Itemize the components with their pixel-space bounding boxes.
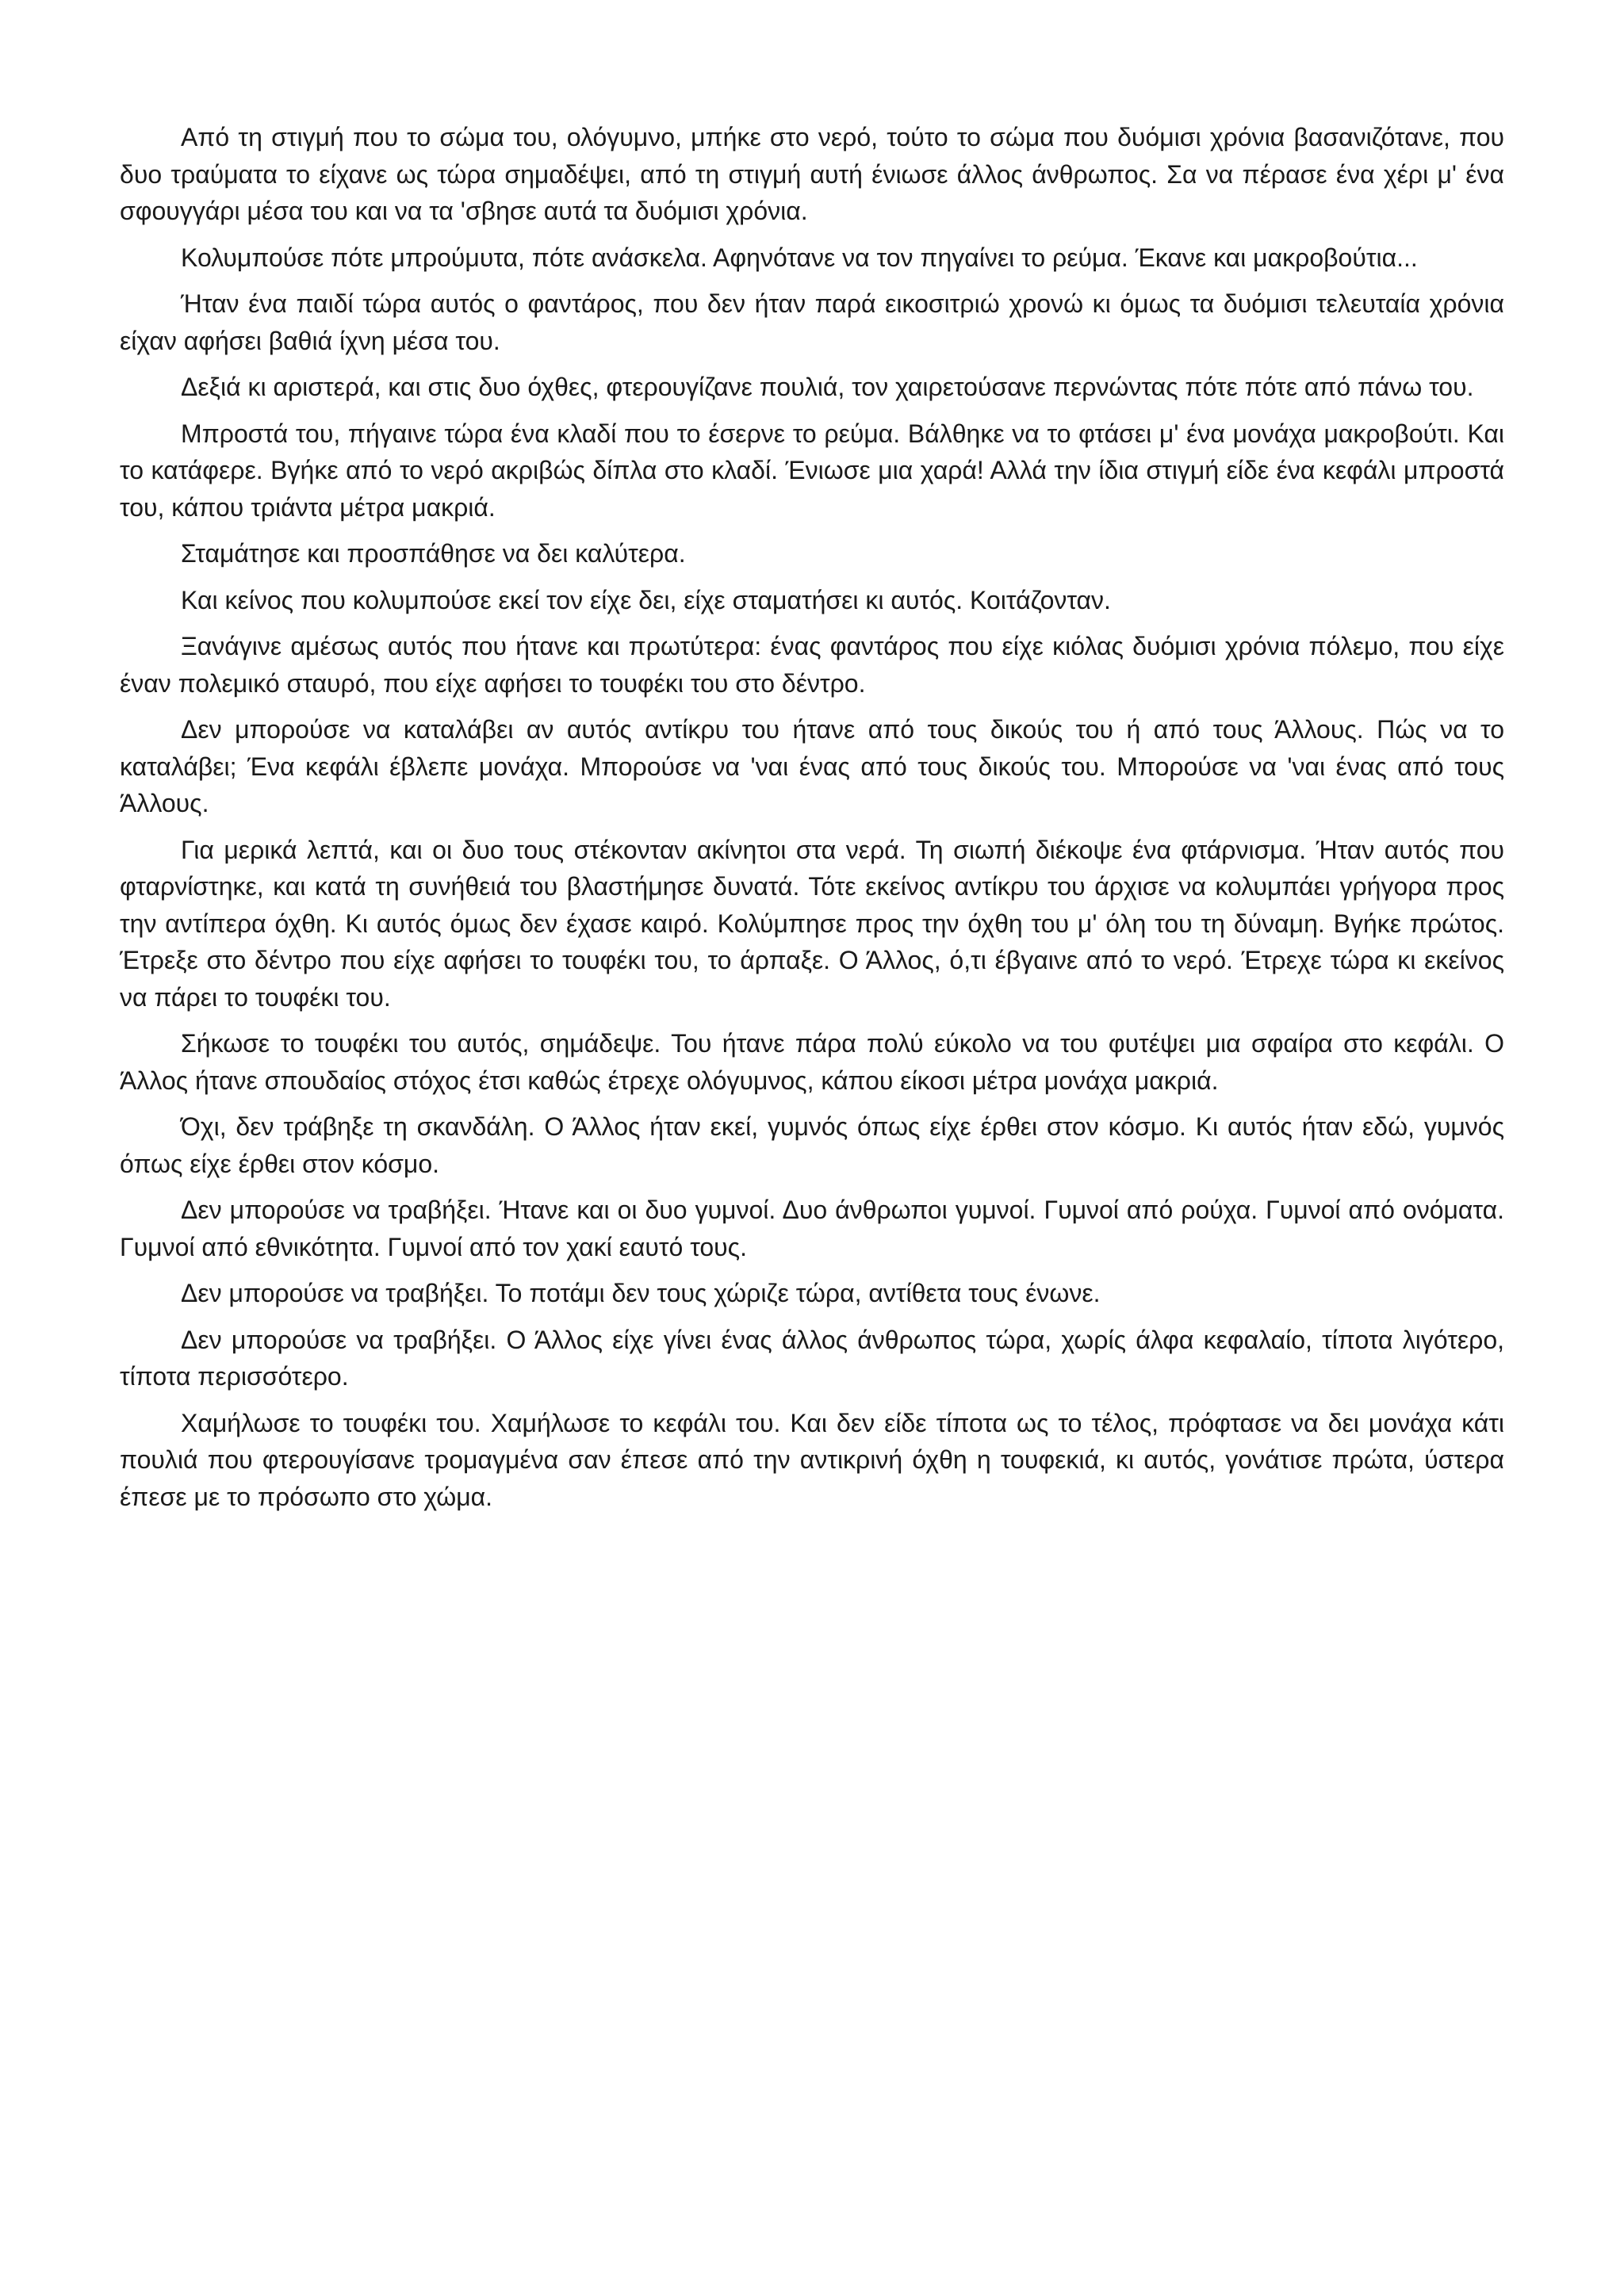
story-text: [120, 119, 1504, 1525]
paragraph: Από τη στιγμή που το σώμα του, ολόγυμνο, μπήκε στο νερό, τούτο το σώμα που δυόμισι χρόνια βασανιζότανε, που δυο τραύματα το είχανε ως τώρα σημαδέψει, από τη στιγμή αυτή ένιωσε άλλος άνθρωπος. Σα να πέρασε ένα χέρι μ' ένα σφουγγάρι μέσα του και να τα 'σβησε αυτά τα δυόμισι χρόνια.: [120, 123, 1504, 225]
paragraph: Ξανάγινε αμέσως αυτός που ήτανε και πρωτύτερα: ένας φαντάρος που είχε κιόλας δυόμισι χρόνια πόλεμο, που είχε έναν πολεμικό σταυρό, που είχε αφήσει το τουφέκι του στο δέντρο.: [120, 632, 1504, 698]
paragraph: Μπροστά του, πήγαινε τώρα ένα κλαδί που το έσερνε το ρεύμα. Βάλθηκε να το φτάσει μ' ένα μονάχα μακροβούτι. Και το κατάφερε. Βγήκε από το νερό ακριβώς δίπλα στο κλαδί. Ένιωσε μια χαρά! Αλλά την ίδια στιγμή είδε ένα κεφάλι μπροστά του, κάπου τριάντα μέτρα μακριά.: [120, 419, 1504, 522]
paragraph: Και κείνος που κολυμπούσε εκεί τον είχε δει, είχε σταματήσει κι αυτός. Κοιτάζονταν.: [181, 585, 1111, 614]
paragraph: Ήταν ένα παιδί τώρα αυτός ο φαντάρος, που δεν ήταν παρά εικοσιτριώ χρονώ κι όμως τα δυόμισι τελευταία χρόνια είχαν αφήσει βαθιά ίχνη μέσα του.: [120, 289, 1504, 355]
paragraph: Για μερικά λεπτά, και οι δυο τους στέκονταν ακίνητοι στα νερά. Τη σιωπή διέκοψε ένα φτάρνισμα. Ήταν αυτός που φταρνίστηκε, και κατά τη συνήθειά του βλαστήμησε δυνατά. Τότε εκείνος αντίκρυ του άρχισε να κολυμπάει γρήγορα προς την αντίπερα όχθη. Κι αυτός όμως δεν έχασε καιρό. Κολύμπησε προς την όχθη του μ' όλη του τη δύναμη. Βγήκε πρώτος. Έτρεξε στο δέντρο που είχε αφήσει το τουφέκι του, το άρπαξε. Ο Άλλος, ό,τι έβγαινε από το νερό. Έτρεχε τώρα κι εκείνος να πάρει το τουφέκι του.: [120, 835, 1504, 1012]
paragraph: Δεν μπορούσε να τραβήξει. Ο Άλλος είχε γίνει ένας άλλος άνθρωπος τώρα, χωρίς άλφα κεφαλαίο, τίποτα λιγότερο, τίποτα περισσότερο.: [120, 1325, 1504, 1391]
paragraph: Σήκωσε το τουφέκι του αυτός, σημάδεψε. Του ήτανε πάρα πολύ εύκολο να του φυτέψει μια σφαίρα στο κεφάλι. Ο Άλλος ήτανε σπουδαίος στόχος έτσι καθώς έτρεχε ολόγυμνος, κάπου είκοσι μέτρα μονάχα μακριά.: [120, 1029, 1504, 1095]
paragraph: Χαμήλωσε το τουφέκι του. Χαμήλωσε το κεφάλι του. Και δεν είδε τίποτα ως το τέλος, πρόφτασε να δει μονάχα κάτι πουλιά που φτερουγίσανε τρομαγμένα σαν έπεσε από την αντικρινή όχθη η τουφεκιά, κι αυτός, γονάτισε πρώτα, ύστερα έπεσε με το πρόσωπο στο χώμα.: [120, 1408, 1504, 1511]
paragraph: Δεν μπορούσε να τραβήξει. Το ποτάμι δεν τους χώριζε τώρα, αντίθετα τους ένωνε.: [181, 1279, 1101, 1307]
paragraph: Δεν μπορούσε να καταλάβει αν αυτός αντίκρυ του ήτανε από τους δικούς του ή από τους Άλλους. Πώς να το καταλάβει; Ένα κεφάλι έβλεπε μονάχα. Μπορούσε να 'ναι ένας από τους δικούς του. Μπορούσε να 'ναι ένας από τους Άλλους.: [120, 715, 1504, 817]
paragraph: Όχι, δεν τράβηξε τη σκανδάλη. Ο Άλλος ήταν εκεί, γυμνός όπως είχε έρθει στον κόσμο. Κι αυτός ήταν εδώ, γυμνός όπως είχε έρθει στον κόσμο.: [120, 1112, 1504, 1178]
paragraph: Σταμάτησε και προσπάθησε να δει καλύτερα.: [181, 539, 686, 568]
paragraph: Δεξιά κι αριστερά, και στις δυο όχθες, φτερουγίζανε πουλιά, τον χαιρετούσανε περνώντας πότε πότε από πάνω του.: [181, 373, 1474, 401]
paragraph: Δεν μπορούσε να τραβήξει. Ήτανε και οι δυο γυμνοί. Δυο άνθρωποι γυμνοί. Γυμνοί από ρούχα. Γυμνοί από ονόματα. Γυμνοί από εθνικότητα. Γυμνοί από τον χακί εαυτό τους.: [120, 1196, 1504, 1261]
paragraph: Κολυμπούσε πότε μπρούμυτα, πότε ανάσκελα. Αφηνότανε να τον πηγαίνει το ρεύμα. Έκανε και μακροβούτια...: [181, 243, 1418, 272]
